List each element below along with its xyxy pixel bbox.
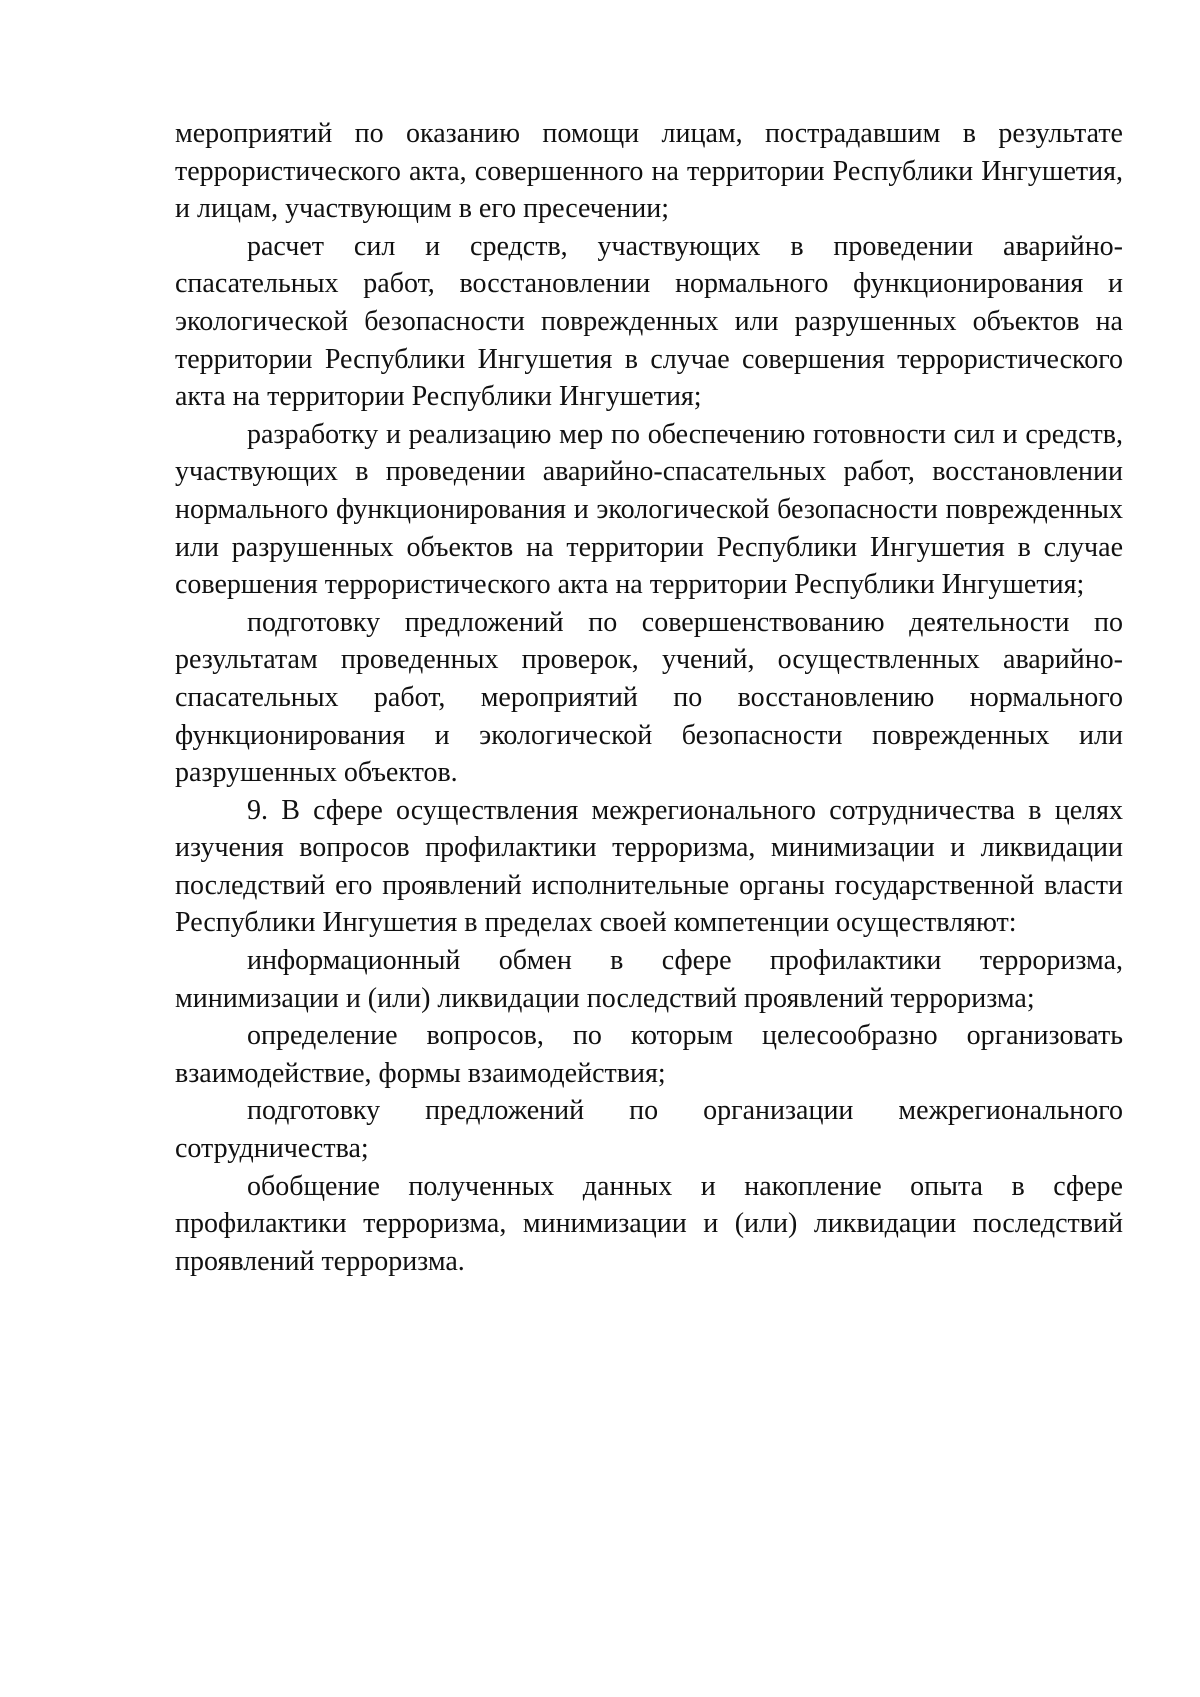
paragraph-cooperation-proposals: подготовку предложений по организации межрегионального сотрудничества;: [175, 1095, 1123, 1165]
paragraph-forces-calculation: расчет сил и средств, участвующих в проведении аварийно-спасательных работ, восстановлении нормального функционирования и экологической безопасности поврежденных или разрушенных объектов на территории Республики Ингушетия в случае совершения террористического акта на территории Республики Ингушетия;: [175, 230, 1123, 413]
paragraph-continuation: мероприятий по оказанию помощи лицам, пострадавшим в результате террористического акта, совершенного на территории Республики Ингушетия, и лицам, участвующим в его пресечении;: [175, 118, 1123, 225]
document-body: [175, 115, 1123, 1280]
paragraph-interaction-questions: определение вопросов, по которым целесообразно организовать взаимодействие, формы взаимодействия;: [175, 1020, 1123, 1089]
paragraph-improvement-proposals: подготовку предложений по совершенствованию деятельности по результатам проведенных проверок, учений, осуществленных аварийно-спасательных работ, мероприятий по восстановлению нормального функционирования и экологической безопасности поврежденных или разрушенных объектов.: [175, 606, 1123, 789]
paragraph-item-9: 9. В сфере осуществления межрегионального сотрудничества в целях изучения вопросов профилактики терроризма, минимизации и ликвидации последствий его проявлений исполнительные органы государственной власти Республики Ингушетия в пределах своей компетенции осуществляют:: [175, 794, 1123, 939]
paragraph-experience-summary: обобщение полученных данных и накопление опыта в сфере профилактики терроризма, минимизации и (или) ликвидации последствий проявлений терроризма.: [175, 1170, 1123, 1277]
paragraph-information-exchange: информационный обмен в сфере профилактики терроризма, минимизации и (или) ликвидации последствий проявлений терроризма;: [175, 945, 1123, 1014]
paragraph-readiness-measures: разработку и реализацию мер по обеспечению готовности сил и средств, участвующих в проведении аварийно-спасательных работ, восстановлении нормального функционирования и экологической безопасности поврежденных или разрушенных объектов на территории Республики Ингушетия в случае совершения террористического акта на территории Республики Ингушетия;: [175, 418, 1123, 601]
